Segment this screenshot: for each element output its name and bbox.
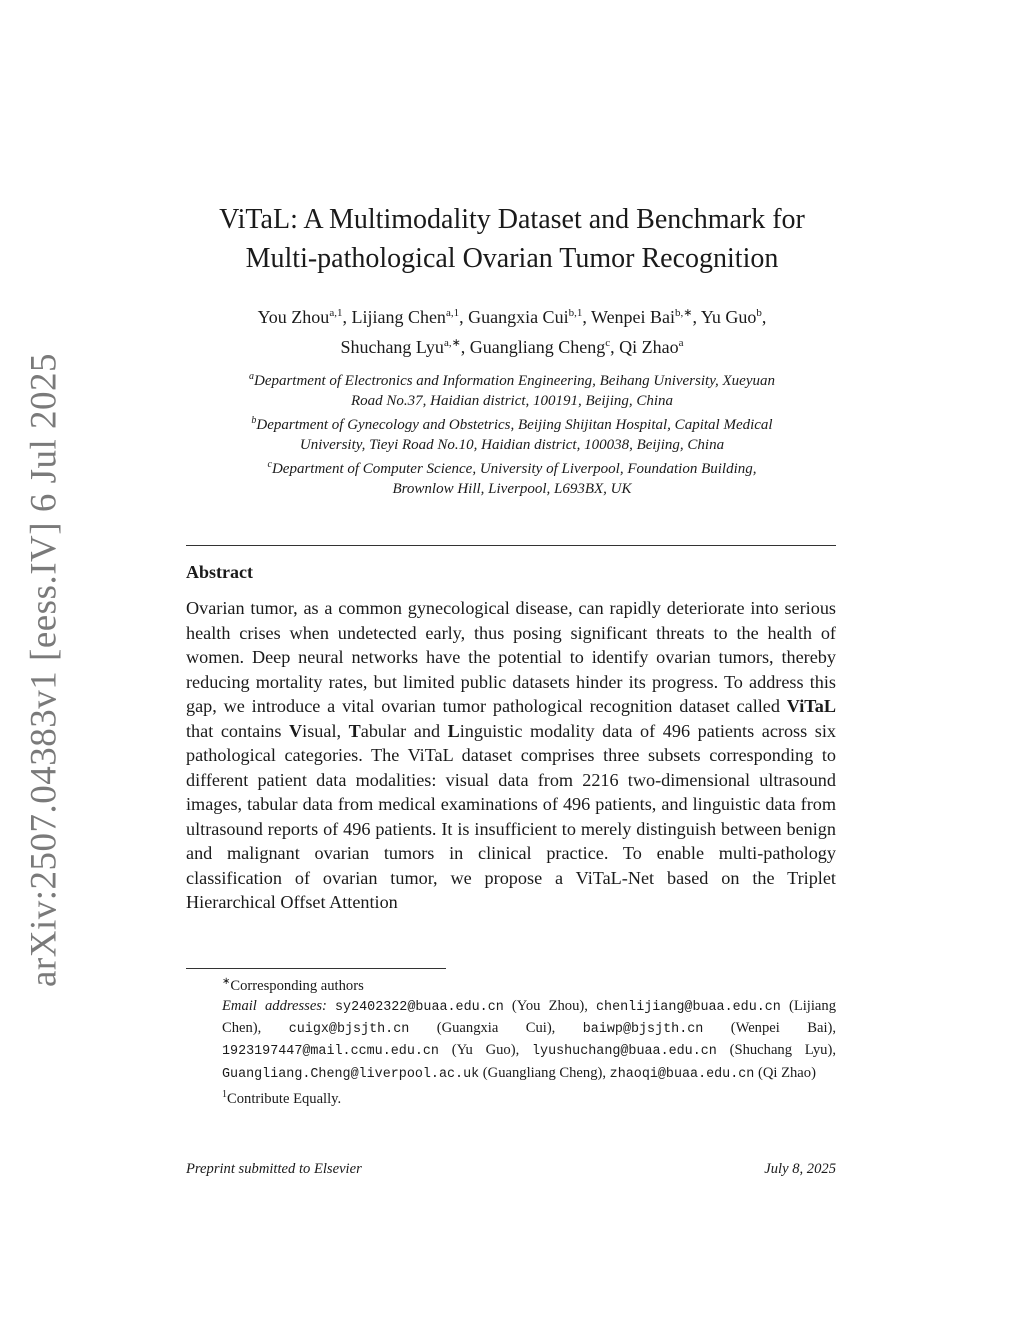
footnote-emails: Email addresses: sy2402322@buaa.edu.cn (You Zhou), chenlijiang@buaa.edu.cn (Lijiang Chen), cuigx@bjsjth.cn (Guangxia Cui), baiwp@bjsjth.cn (Wenpei Bai), 1923197447@mail.ccmu.edu.cn (Yu Guo), lyushuchang@buaa.edu.cn (Shuchang Lyu), Guangliang.Cheng@liverpool.ac.uk (Guangliang Cheng), zhaoqi@buaa.edu.cn (Qi Zhao): [222, 998, 837, 1082]
affiliation-cont: University, Tieyi Road No.10, Haidian district, 100038, Beijing, China: [299, 437, 725, 453]
footnote-equal: $^1$Contribute Equally.: [222, 1088, 342, 1107]
affiliation-cont: Brownlow Hill, Liverpool, L693BX, UK: [392, 481, 632, 497]
arxiv-stamp-text: arXiv:2507.04383v1 [eess.IV] 6 Jul 2025: [23, 352, 65, 988]
email-link[interactable]: chenlijiang@buaa.edu.cn: [596, 1000, 781, 1016]
abstract-heading: Abstract: [186, 562, 253, 582]
author-name: Guangxia Cui: [468, 307, 569, 327]
email-link[interactable]: baiwp@bjsjth.cn: [582, 1022, 704, 1038]
author-name: Wenpei Bai: [591, 307, 676, 327]
arxiv-stamp: [14, 352, 74, 988]
author-line-2: Shuchang Lyu$^{a,∗}$, Guangliang Cheng$^c$, Qi Zhao$^a$: [340, 337, 684, 357]
author-line-1: You Zhou$^{a,1}$, Lijiang Chen$^{a,1}$, Guangxia Cui$^{b,1}$, Wenpei Bai$^{b,∗}$, Yu Guo$^b$,: [257, 307, 767, 327]
email-link[interactable]: 1923197447@mail.ccmu.edu.cn: [222, 1044, 439, 1060]
author-name: Shuchang Lyu: [340, 337, 444, 357]
email-link[interactable]: lyushuchang@buaa.edu.cn: [532, 1044, 717, 1060]
author-sup: b,∗: [675, 307, 693, 319]
author-name: Guangliang Cheng: [469, 337, 606, 357]
author-list: [150, 300, 874, 360]
email-link[interactable]: Guangliang.Cheng@liverpool.ac.uk: [222, 1066, 480, 1082]
email-link[interactable]: cuigx@bjsjth.cn: [288, 1022, 410, 1038]
footnote-divider: [186, 968, 446, 969]
footnotes: [186, 972, 836, 1109]
footer-venue: Preprint submitted to Elsevier: [186, 1161, 362, 1177]
author-sup: a: [678, 337, 684, 349]
author-name: Qi Zhao: [619, 337, 679, 357]
author-sup: a,1: [445, 307, 460, 319]
abstract-body: Ovarian tumor, as a common gynecological disease, can rapidly deteriorate into serious health crises when undetected early, thus posing significant threats to the health of women. Deep neural networks have the potential to identify ovarian tumors, thereby reducing mortality rates, but limited public datasets hinder its progress. To address this gap, we introduce a vital ovarian tumor pathological recognition dataset called ViTaL that contains Visual, Tabular and Linguistic modality data of 496 patients across six pathological categories. The ViTaL dataset comprises three subsets corresponding to different patient data modalities: visual data from 2216 two-dimensional ultrasound images, tabular data from medical examinations of 496 patients, and linguistic data from ultrasound reports of 496 patients. It is insufficient to merely distinguish between benign and malignant ovarian tumors in clinical practice. To enable multi-pathology classification of ovarian tumor, we propose a ViTaL-Net based on the Triplet Hierarchical Offset Attention: [186, 598, 836, 912]
affiliation-cont: Road No.37, Haidian district, 100191, Beijing, China: [350, 393, 674, 409]
author-name: Yu Guo: [700, 307, 757, 327]
email-link[interactable]: sy2402322@buaa.edu.cn: [335, 1000, 504, 1016]
affiliation: $^b$Department of Gynecology and Obstetrics, Beijing Shijitan Hospital, Capital Medical: [251, 415, 773, 433]
author-sup: a,1: [329, 307, 343, 319]
footer-date: July 8, 2025: [764, 1161, 836, 1177]
paper-title: [150, 200, 874, 278]
author-sup: b,1: [568, 307, 583, 319]
author-name: You Zhou: [257, 307, 330, 327]
dataset-name: ViTaL: [786, 696, 836, 716]
title-line-1: ViTaL: A Multimodality Dataset and Benchmark for: [219, 204, 805, 235]
section-divider: [186, 545, 836, 546]
author-sup: b: [756, 307, 762, 319]
footnote-corresponding: ∗Corresponding authors: [222, 976, 364, 994]
author-name: Lijiang Chen: [351, 307, 446, 327]
author-sup: c: [605, 337, 611, 349]
author-sup: a,∗: [443, 337, 461, 349]
affiliation: $^c$Department of Computer Science, University of Liverpool, Foundation Building,: [267, 459, 757, 477]
email-link[interactable]: zhaoqi@buaa.edu.cn: [609, 1066, 755, 1082]
affiliations: [160, 367, 864, 499]
title-line-2: Multi-pathological Ovarian Tumor Recognition: [245, 243, 779, 274]
affiliation: $^a$Department of Electronics and Information Engineering, Beihang University, Xueyuan: [248, 371, 775, 389]
